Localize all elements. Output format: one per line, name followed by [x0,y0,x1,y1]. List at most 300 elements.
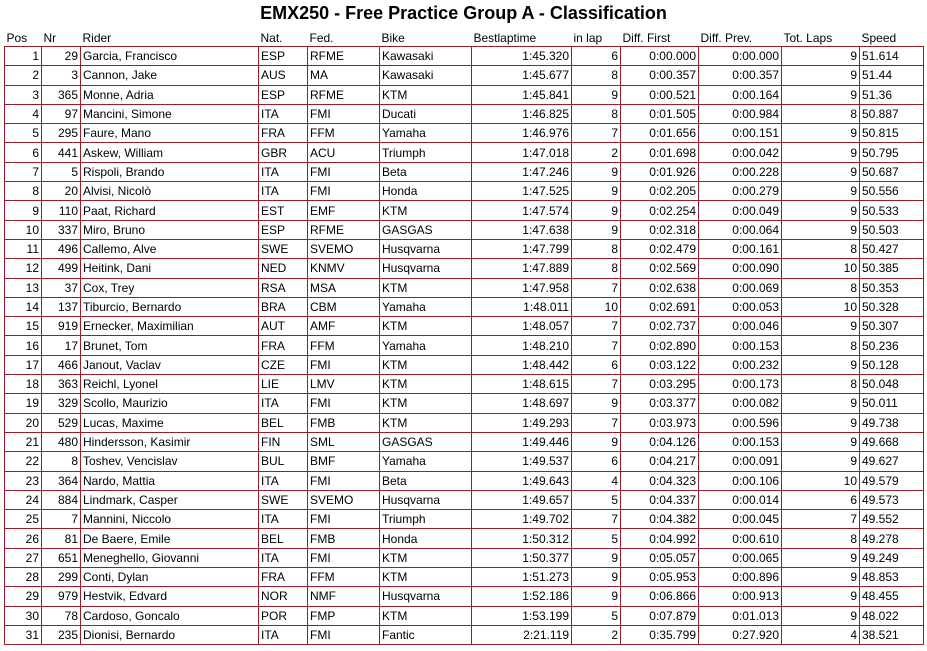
cell-nr: 235 [42,625,81,644]
column-header-pos: Pos [5,30,42,47]
cell-speed: 51.614 [860,47,924,66]
cell-in-lap: 8 [572,104,621,123]
table-row [5,548,924,567]
cell-tot-laps: 7 [782,510,860,529]
cell-fed: SVEMO [308,490,380,509]
cell-rider: Mannini, Niccolo [81,510,259,529]
cell-bike: Yamaha [380,124,472,143]
cell-speed: 50.011 [860,394,924,413]
table-row [5,143,924,162]
cell-in-lap: 2 [572,143,621,162]
table-row [5,625,924,644]
table-row [5,510,924,529]
column-header-in-lap: in lap [572,30,621,47]
cell-rider: Lindmark, Casper [81,490,259,509]
cell-in-lap: 9 [572,394,621,413]
cell-diff-first: 0:04.337 [621,490,699,509]
cell-diff-first: 0:00.357 [621,66,699,85]
table-row [5,259,924,278]
cell-pos: 25 [5,510,42,529]
cell-in-lap: 9 [572,220,621,239]
cell-pos: 2 [5,66,42,85]
table-row [5,471,924,490]
cell-nat: ITA [259,471,308,490]
cell-nr: 20 [42,182,81,201]
cell-tot-laps: 9 [782,47,860,66]
cell-fed: MSA [308,278,380,297]
cell-bike: KTM [380,548,472,567]
cell-nr: 979 [42,587,81,606]
cell-bestlaptime: 1:49.537 [472,452,572,471]
cell-rider: Monne, Adria [81,85,259,104]
cell-nr: 78 [42,606,81,625]
cell-tot-laps: 9 [782,394,860,413]
cell-nat: ITA [259,104,308,123]
cell-speed: 50.503 [860,220,924,239]
cell-nat: NOR [259,587,308,606]
cell-bestlaptime: 1:52.186 [472,587,572,606]
cell-nat: FRA [259,336,308,355]
table-row [5,124,924,143]
cell-diff-prev: 0:00.896 [699,568,782,587]
cell-bike: KTM [380,413,472,432]
cell-pos: 1 [5,47,42,66]
cell-speed: 49.738 [860,413,924,432]
table-row [5,587,924,606]
cell-tot-laps: 9 [782,548,860,567]
cell-tot-laps: 9 [782,124,860,143]
cell-nr: 329 [42,394,81,413]
cell-speed: 38.521 [860,625,924,644]
cell-bestlaptime: 1:51.273 [472,568,572,587]
table-row [5,297,924,316]
table-row [5,162,924,181]
cell-diff-prev: 0:00.106 [699,471,782,490]
cell-nat: LIE [259,375,308,394]
cell-diff-prev: 0:00.153 [699,336,782,355]
cell-bike: KTM [380,568,472,587]
cell-bike: GASGAS [380,220,472,239]
cell-diff-first: 0:00.521 [621,85,699,104]
cell-in-lap: 9 [572,201,621,220]
cell-in-lap: 5 [572,490,621,509]
cell-nr: 110 [42,201,81,220]
cell-bestlaptime: 1:48.442 [472,355,572,374]
cell-pos: 13 [5,278,42,297]
cell-nr: 884 [42,490,81,509]
cell-fed: FMI [308,355,380,374]
cell-diff-first: 0:02.691 [621,297,699,316]
cell-bike: Beta [380,162,472,181]
cell-nat: BUL [259,452,308,471]
cell-bike: Triumph [380,143,472,162]
cell-bestlaptime: 1:53.199 [472,606,572,625]
cell-in-lap: 8 [572,66,621,85]
cell-bestlaptime: 1:46.825 [472,104,572,123]
cell-in-lap: 8 [572,239,621,258]
table-row [5,317,924,336]
table-body [5,47,924,645]
cell-tot-laps: 9 [782,162,860,181]
cell-speed: 50.236 [860,336,924,355]
cell-bestlaptime: 1:45.320 [472,47,572,66]
cell-tot-laps: 8 [782,375,860,394]
cell-in-lap: 10 [572,297,621,316]
cell-in-lap: 7 [572,336,621,355]
cell-bestlaptime: 1:47.574 [472,201,572,220]
cell-nat: FRA [259,124,308,143]
cell-diff-first: 0:04.323 [621,471,699,490]
table-row [5,432,924,451]
cell-diff-prev: 0:00.164 [699,85,782,104]
cell-fed: FMI [308,182,380,201]
cell-rider: Mancini, Simone [81,104,259,123]
table-row [5,490,924,509]
cell-bike: KTM [380,394,472,413]
cell-fed: RFME [308,220,380,239]
cell-tot-laps: 8 [782,529,860,548]
table-row [5,452,924,471]
cell-in-lap: 5 [572,529,621,548]
cell-bike: Yamaha [380,452,472,471]
cell-in-lap: 6 [572,47,621,66]
cell-nr: 8 [42,452,81,471]
table-row [5,85,924,104]
cell-diff-prev: 0:00.053 [699,297,782,316]
cell-nr: 29 [42,47,81,66]
cell-pos: 8 [5,182,42,201]
cell-pos: 4 [5,104,42,123]
cell-pos: 28 [5,568,42,587]
cell-diff-first: 0:01.656 [621,124,699,143]
cell-nr: 480 [42,432,81,451]
cell-fed: RFME [308,47,380,66]
cell-nr: 651 [42,548,81,567]
cell-tot-laps: 6 [782,490,860,509]
cell-diff-prev: 0:00.161 [699,239,782,258]
cell-diff-prev: 0:00.596 [699,413,782,432]
cell-speed: 50.307 [860,317,924,336]
cell-diff-first: 0:06.866 [621,587,699,606]
table-row [5,47,924,66]
cell-diff-prev: 0:00.046 [699,317,782,336]
cell-diff-first: 0:05.057 [621,548,699,567]
cell-in-lap: 9 [572,548,621,567]
cell-bestlaptime: 1:49.702 [472,510,572,529]
cell-nat: POR [259,606,308,625]
cell-tot-laps: 4 [782,625,860,644]
cell-diff-prev: 0:00.610 [699,529,782,548]
cell-nr: 364 [42,471,81,490]
cell-nat: ITA [259,625,308,644]
cell-in-lap: 7 [572,510,621,529]
cell-diff-first: 0:03.295 [621,375,699,394]
cell-in-lap: 2 [572,625,621,644]
cell-fed: FMI [308,548,380,567]
cell-diff-prev: 0:00.042 [699,143,782,162]
cell-speed: 50.795 [860,143,924,162]
cell-pos: 23 [5,471,42,490]
cell-rider: Faure, Mano [81,124,259,143]
cell-nr: 37 [42,278,81,297]
cell-pos: 15 [5,317,42,336]
cell-diff-first: 0:05.953 [621,568,699,587]
cell-bike: KTM [380,317,472,336]
cell-speed: 48.455 [860,587,924,606]
cell-diff-prev: 0:00.064 [699,220,782,239]
cell-pos: 20 [5,413,42,432]
cell-tot-laps: 8 [782,278,860,297]
cell-speed: 49.627 [860,452,924,471]
cell-nat: FIN [259,432,308,451]
cell-bike: KTM [380,375,472,394]
cell-nr: 363 [42,375,81,394]
cell-rider: Scollo, Maurizio [81,394,259,413]
cell-bike: KTM [380,201,472,220]
cell-bike: Fantic [380,625,472,644]
cell-nr: 496 [42,239,81,258]
cell-bestlaptime: 1:50.377 [472,548,572,567]
cell-diff-first: 0:04.126 [621,432,699,451]
cell-bestlaptime: 1:47.246 [472,162,572,181]
cell-in-lap: 9 [572,587,621,606]
cell-nr: 5 [42,162,81,181]
cell-diff-prev: 0:00.090 [699,259,782,278]
cell-speed: 50.815 [860,124,924,143]
cell-nat: AUT [259,317,308,336]
cell-pos: 16 [5,336,42,355]
cell-bestlaptime: 1:47.638 [472,220,572,239]
cell-diff-first: 0:04.382 [621,510,699,529]
cell-nat: NED [259,259,308,278]
cell-rider: Dionisi, Bernardo [81,625,259,644]
column-header-diff-prev: Diff. Prev. [699,30,782,47]
cell-speed: 51.36 [860,85,924,104]
cell-pos: 19 [5,394,42,413]
column-header-rider: Rider [81,30,259,47]
cell-bike: KTM [380,278,472,297]
cell-tot-laps: 9 [782,355,860,374]
column-header-nr: Nr [42,30,81,47]
cell-tot-laps: 9 [782,201,860,220]
cell-tot-laps: 9 [782,317,860,336]
cell-pos: 5 [5,124,42,143]
cell-rider: Callemo, Alve [81,239,259,258]
cell-fed: FMI [308,394,380,413]
cell-nat: FRA [259,568,308,587]
cell-fed: FMI [308,104,380,123]
cell-bestlaptime: 1:47.799 [472,239,572,258]
cell-bestlaptime: 2:21.119 [472,625,572,644]
cell-diff-prev: 0:00.014 [699,490,782,509]
cell-rider: Janout, Vaclav [81,355,259,374]
cell-rider: De Baere, Emile [81,529,259,548]
cell-nat: CZE [259,355,308,374]
cell-bestlaptime: 1:45.677 [472,66,572,85]
cell-bestlaptime: 1:49.446 [472,432,572,451]
cell-diff-first: 0:03.122 [621,355,699,374]
cell-bestlaptime: 1:49.293 [472,413,572,432]
cell-nat: BEL [259,529,308,548]
cell-rider: Garcia, Francisco [81,47,259,66]
cell-pos: 31 [5,625,42,644]
cell-in-lap: 6 [572,452,621,471]
cell-tot-laps: 9 [782,220,860,239]
cell-nat: ESP [259,47,308,66]
cell-diff-first: 0:04.217 [621,452,699,471]
cell-diff-first: 0:02.569 [621,259,699,278]
cell-nat: ESP [259,85,308,104]
cell-nr: 466 [42,355,81,374]
cell-nr: 365 [42,85,81,104]
cell-diff-first: 0:01.505 [621,104,699,123]
cell-nr: 337 [42,220,81,239]
cell-nat: RSA [259,278,308,297]
cell-nr: 499 [42,259,81,278]
cell-pos: 9 [5,201,42,220]
cell-tot-laps: 9 [782,85,860,104]
cell-bike: Triumph [380,510,472,529]
cell-pos: 27 [5,548,42,567]
cell-diff-first: 0:02.254 [621,201,699,220]
column-header-diff-first: Diff. First [621,30,699,47]
cell-pos: 7 [5,162,42,181]
cell-diff-prev: 0:00.069 [699,278,782,297]
cell-diff-prev: 0:00.065 [699,548,782,567]
cell-in-lap: 9 [572,432,621,451]
cell-nr: 97 [42,104,81,123]
cell-diff-first: 0:02.318 [621,220,699,239]
table-row [5,104,924,123]
cell-pos: 12 [5,259,42,278]
cell-rider: Tiburcio, Bernardo [81,297,259,316]
column-header-speed: Speed [860,30,924,47]
cell-pos: 21 [5,432,42,451]
cell-rider: Alvisi, Nicolò [81,182,259,201]
cell-diff-first: 0:01.698 [621,143,699,162]
cell-nr: 3 [42,66,81,85]
cell-pos: 10 [5,220,42,239]
cell-rider: Cannon, Jake [81,66,259,85]
cell-speed: 50.128 [860,355,924,374]
cell-diff-first: 0:07.879 [621,606,699,625]
cell-pos: 30 [5,606,42,625]
column-header-bike: Bike [380,30,472,47]
cell-fed: FFM [308,568,380,587]
cell-in-lap: 7 [572,124,621,143]
cell-fed: FFM [308,336,380,355]
table-row [5,201,924,220]
column-header-fed: Fed. [308,30,380,47]
cell-bestlaptime: 1:48.615 [472,375,572,394]
cell-diff-prev: 0:00.357 [699,66,782,85]
column-header-bestlaptime: Bestlaptime [472,30,572,47]
cell-tot-laps: 8 [782,239,860,258]
cell-bike: Husqvarna [380,587,472,606]
cell-nat: AUS [259,66,308,85]
cell-tot-laps: 9 [782,432,860,451]
table-row [5,336,924,355]
cell-nat: SWE [259,239,308,258]
cell-pos: 14 [5,297,42,316]
cell-speed: 49.249 [860,548,924,567]
cell-fed: BMF [308,452,380,471]
cell-speed: 50.048 [860,375,924,394]
cell-tot-laps: 8 [782,104,860,123]
cell-bestlaptime: 1:48.057 [472,317,572,336]
cell-tot-laps: 10 [782,259,860,278]
cell-in-lap: 7 [572,317,621,336]
cell-bike: Honda [380,529,472,548]
cell-fed: FMI [308,162,380,181]
cell-tot-laps: 9 [782,568,860,587]
cell-rider: Paat, Richard [81,201,259,220]
table-row [5,239,924,258]
classification-table [4,30,924,645]
cell-fed: RFME [308,85,380,104]
cell-speed: 50.687 [860,162,924,181]
cell-nat: ITA [259,548,308,567]
cell-nr: 529 [42,413,81,432]
cell-diff-first: 0:04.992 [621,529,699,548]
table-row [5,529,924,548]
cell-tot-laps: 9 [782,587,860,606]
cell-speed: 50.887 [860,104,924,123]
cell-bike: GASGAS [380,432,472,451]
cell-rider: Lucas, Maxime [81,413,259,432]
cell-in-lap: 7 [572,413,621,432]
cell-nat: BRA [259,297,308,316]
table-row [5,355,924,374]
cell-bike: Husqvarna [380,239,472,258]
cell-nat: ESP [259,220,308,239]
cell-bestlaptime: 1:47.525 [472,182,572,201]
cell-diff-first: 0:00.000 [621,47,699,66]
column-header-nat: Nat. [259,30,308,47]
cell-nat: ITA [259,162,308,181]
cell-rider: Askew, William [81,143,259,162]
cell-in-lap: 9 [572,85,621,104]
cell-bike: KTM [380,85,472,104]
cell-bestlaptime: 1:47.889 [472,259,572,278]
cell-speed: 49.668 [860,432,924,451]
cell-in-lap: 7 [572,278,621,297]
cell-bestlaptime: 1:48.011 [472,297,572,316]
cell-nr: 919 [42,317,81,336]
cell-nr: 299 [42,568,81,587]
cell-speed: 48.853 [860,568,924,587]
header-row [5,30,924,47]
cell-bestlaptime: 1:48.697 [472,394,572,413]
cell-bestlaptime: 1:46.976 [472,124,572,143]
cell-speed: 49.278 [860,529,924,548]
cell-speed: 50.328 [860,297,924,316]
cell-speed: 49.552 [860,510,924,529]
cell-nat: ITA [259,510,308,529]
cell-bike: Ducati [380,104,472,123]
cell-tot-laps: 9 [782,66,860,85]
cell-rider: Meneghello, Giovanni [81,548,259,567]
cell-fed: EMF [308,201,380,220]
cell-nat: ITA [259,394,308,413]
cell-diff-prev: 0:01.013 [699,606,782,625]
cell-fed: KNMV [308,259,380,278]
cell-speed: 50.353 [860,278,924,297]
cell-diff-prev: 0:00.228 [699,162,782,181]
cell-bestlaptime: 1:47.958 [472,278,572,297]
cell-diff-prev: 0:00.153 [699,432,782,451]
cell-bestlaptime: 1:49.643 [472,471,572,490]
